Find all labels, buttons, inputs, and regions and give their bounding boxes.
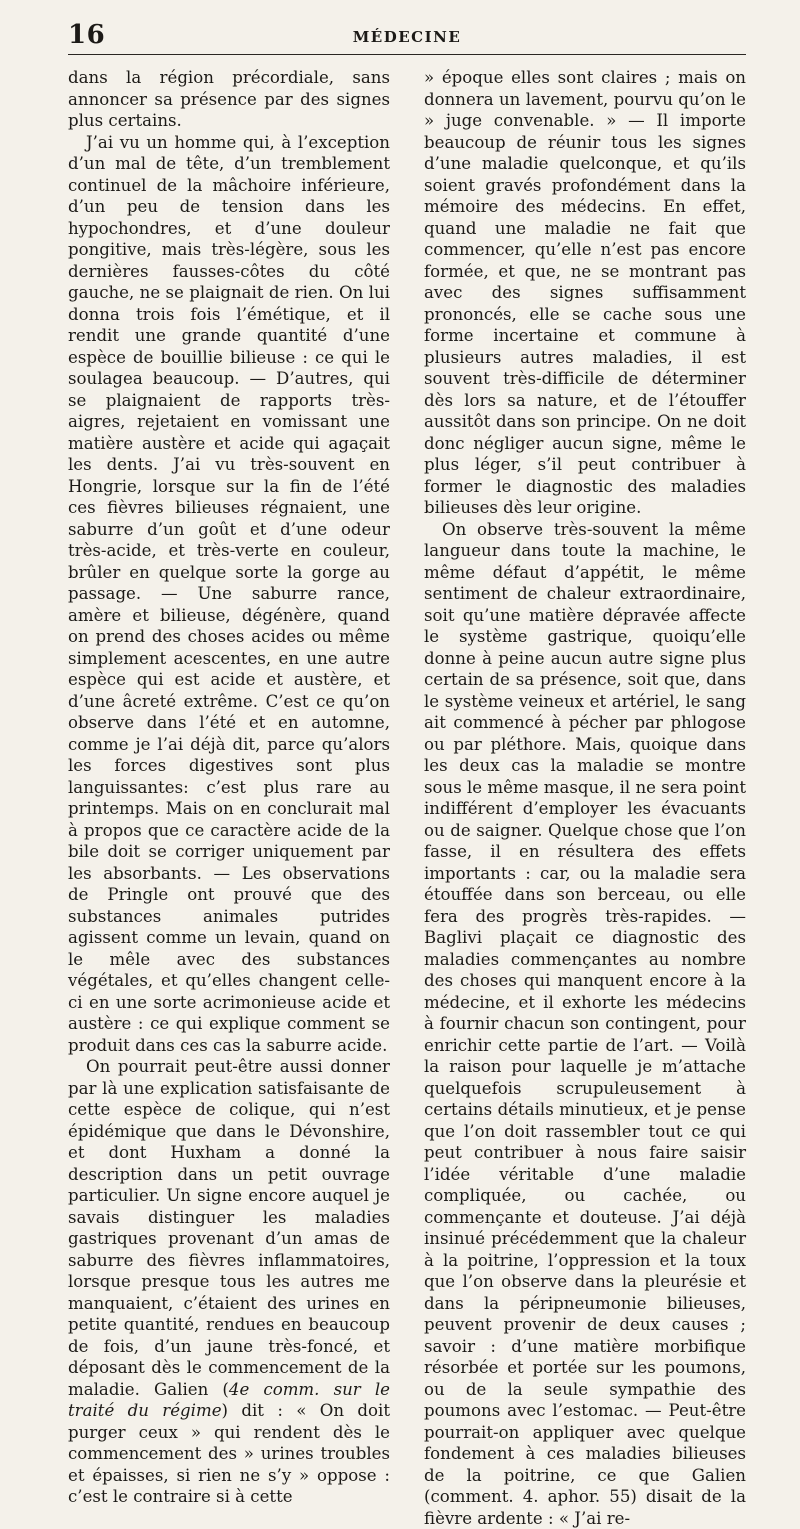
left-paragraph-1: dans la région précordiale, sans annoncer sa présence par des signes plus certains. [68,67,390,132]
left-paragraph-3 [68,1056,390,1508]
right-paragraph-2: On observe très-souvent la même langueur dans toute la machine, le même défaut d’appétit, le même sentiment de chaleur extraordinaire, soit qu’une matière dépravée affecte le système gastrique, quoiqu’elle donne à peine aucun autre signe plus certain de sa présence, soit que, dans le système veineux et artériel, le sang ait commencé à pécher par phlogose ou par pléthore. Mais, quoique dans les deux cas la maladie se montre sous le même masque, il ne sera point indifférent d’employer les évacuants ou de saigner. Quelque chose que l’on fasse, il en résultera des effets importants : car, ou la maladie sera étouffée dans son berceau, ou elle fera des progrès très-rapides. — Baglivi plaçait ce diagnostic des maladies commençantes au nombre des choses qui manquent encore à la médecine, et il exhorte les médecins à fournir chacun son contingent, pour enrichir cette partie de l’art. — Voilà la raison pour laquelle je m’attache quelquefois scrupuleusement à certains détails minutieux, et je pense que l’on doit rassembler tout ce qui peut contribuer à nous faire saisir l’idée véritable d’une maladie compliquée, ou cachée, ou commençante et douteuse. J’ai déjà insinué précédemment que la chaleur à la poitrine, l’oppression et la toux que l’on observe dans la pleurésie et dans la péripneumonie bilieuses, peuvent provenir de deux causes ; savoir : d’une matière morbifique résorbée et portée sur les poumons, ou de la seule sympathie des poumons avec l’estomac. — Peut-être pourrait-on appliquer avec quelque fondement à ces maladies bilieuses de la poitrine, ce que Galien (comment. 4. aphor. 55) disait de la fièvre ardente : « J’ai re- [424,519,746,1529]
page-number: 16 [68,20,105,50]
citation-reference: 4e comm. sur le traité du régime [68,1380,390,1421]
right-paragraph-1: » époque elles sont claires ; mais on donnera un lavement, pourvu qu’on le » juge convenable. » — Il importe beaucoup de réunir tous les signes d’une maladie quelconque, et qu’ils soient gravés profondément dans la mémoire des médecins. En effet, quand une maladie ne fait que commencer, qu’elle n’est pas encore formée, et que, ne se montrant pas avec des signes suffisamment prononcés, elle se cache sous une forme incertaine et commune à plusieurs autres maladies, il est souvent très-difficile de déterminer dès lors sa nature, et de l’étouffer aussitôt dans son principe. On ne doit donc négliger aucun signe, même le plus léger, s’il peut contribuer à former le diagnostic des maladies bilieuses dès leur origine. [424,67,746,519]
left-paragraph-3-quote: ) dit : « On doit purger ceux » qui rendent dès le commencement des » urines troubles et épaisses, si rien ne s’y » oppose : c’est le contraire si à cette [68,1401,390,1506]
running-head [68,14,746,55]
running-title: MÉDECINE [68,28,746,46]
text-columns [68,67,746,1529]
left-paragraph-3-text: On pourrait peut-être aussi donner par là une explication satisfaisante de cette espèce de colique, qui n’est épidémique que dans le Dévonshire, et dont Huxham a donné la description dans un petit ouvrage particulier. Un signe encore auquel je savais distinguer les maladies gastriques provenant d’un amas de saburre des fièvres inflammatoires, lorsque presque tous les autres me manquaient, c’étaient des urines en petite quantité, rendues en beaucoup de fois, d’un jaune très-foncé, et déposant dès le commencement de la maladie. Galien ( [68,1057,390,1399]
left-column [68,67,390,1529]
left-paragraph-2: J’ai vu un homme qui, à l’exception d’un mal de tête, d’un tremblement continuel de la mâchoire inférieure, d’un peu de tension dans les hypochondres, et d’une douleur pongitive, mais très-légère, sous les dernières fausses-côtes du côté gauche, ne se plaignait de rien. On lui donna trois fois l’émétique, et il rendit une grande quantité d’une espèce de bouillie bilieuse : ce qui le soulagea beaucoup. — D’autres, qui se plaignaient de rapports très-aigres, rejetaient en vomissant une matière austère et acide qui agaçait les dents. J’ai vu très-souvent en Hongrie, lorsque sur la fin de l’été ces fièvres bilieuses régnaient, une saburre d’un goût et d’une odeur très-acide, et très-verte en couleur, brûler en quelque sorte la gorge au passage. — Une saburre rance, amère et bilieuse, dégénère, quand on prend des choses acides ou même simplement acescentes, en une autre espèce qui est acide et austère, et d’une âcreté extrême. C’est ce qu’on observe dans l’été et en automne, comme je l’ai déjà dit, parce qu’alors les forces digestives sont plus languissantes: c’est plus rare au printemps. Mais on en conclurait mal à propos que ce caractère acide de la bile doit se corriger uniquement par les absorbants. — Les observations de Pringle ont prouvé que des substances animales putrides agissent comme un levain, quand on le mêle avec des substances végétales, et qu’elles changent celle-ci en une sorte acrimonieuse acide et austère : ce qui explique comment se produit dans ces cas la saburre acide. [68,132,390,1057]
right-column [424,67,746,1529]
